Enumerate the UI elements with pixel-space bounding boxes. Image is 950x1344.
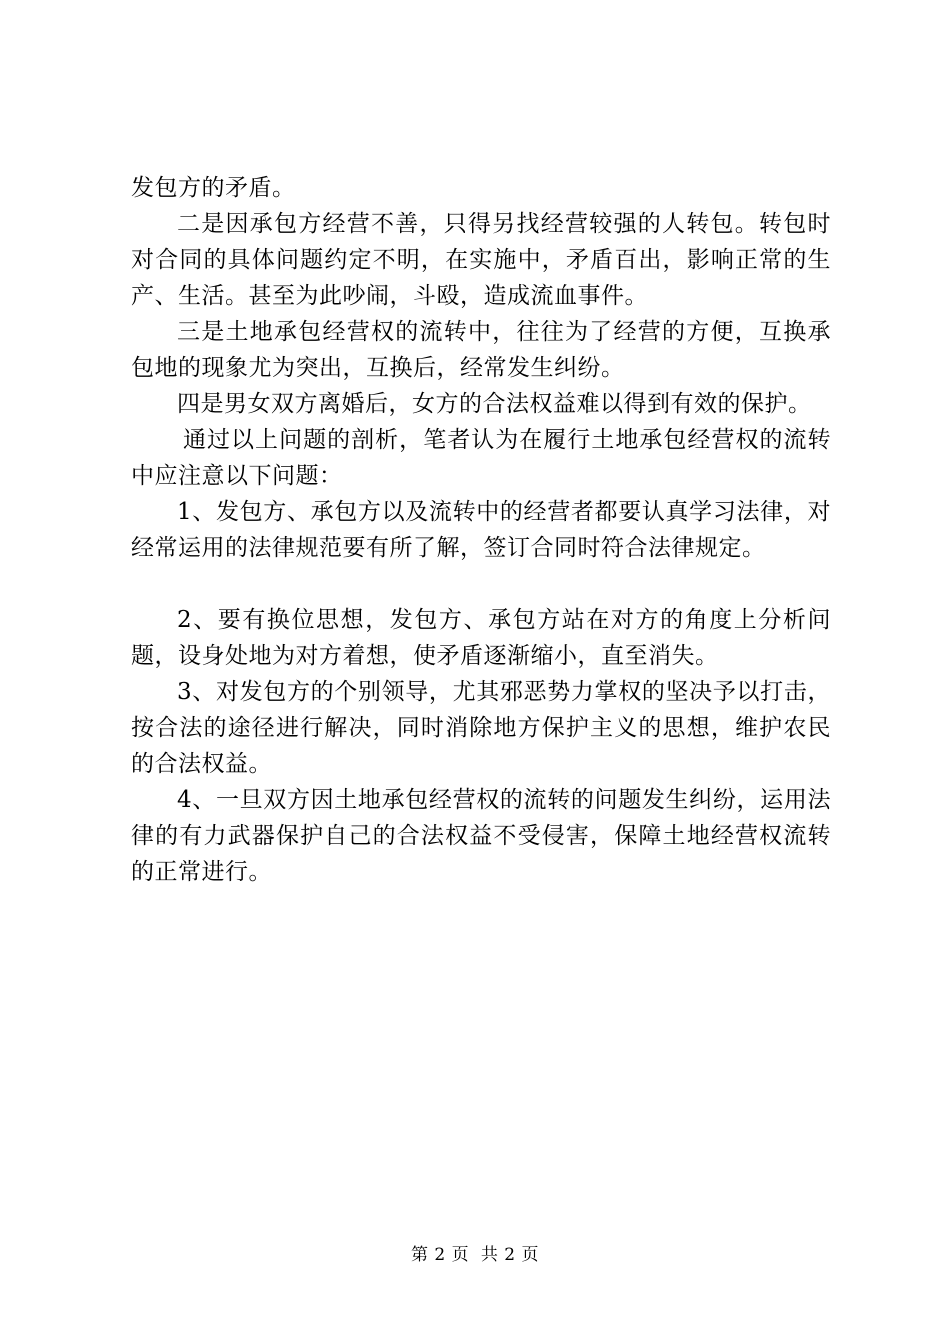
paragraph-point-three: 三是土地承包经营权的流转中，往往为了经营的方便，互换承包地的现象尤为突出，互换后，经常发生纠纷。 [131,319,831,381]
paragraph-point-four: 四是男女双方离婚后，女方的合法权益难以得到有效的保护。 [177,391,812,417]
paragraph-suggestion-4: 4、一旦双方因土地承包经营权的流转的问题发生纠纷，运用法律的有力武器保护自己的合法权益不受侵害，保障土地经营权流转的正常进行。 [131,787,831,885]
paragraph-point-two: 二是因承包方经营不善，只得另找经营较强的人转包。转包时对合同的具体问题约定不明，在实施中，矛盾百出，影响正常的生产、生活。甚至为此吵闹，斗殴，造成流血事件。 [131,211,831,309]
page-footer [0,1244,950,1266]
paragraph-suggestion-1: 1、发包方、承包方以及流转中的经营者都要认真学习法律，对经常运用的法律规范要有所了解，签订合同时符合法律规定。 [131,499,831,561]
document-body [131,170,831,890]
paragraph-analysis-intro: 通过以上问题的剖析，笔者认为在履行土地承包经营权的流转中应注意以下问题： [131,427,831,489]
paragraph-suggestion-3: 3、对发包方的个别领导，尤其邪恶势力掌权的坚决予以打击，按合法的途径进行解决，同时消除地方保护主义的思想，维护农民的合法权益。 [131,679,831,777]
paragraph-continuation: 发包方的矛盾。 [131,175,296,201]
page-number-label: 第 2 页 共 2 页 [410,1245,540,1265]
paragraph-suggestion-2: 2、要有换位思想，发包方、承包方站在对方的角度上分析问题，设身处地为对方着想，使矛盾逐渐缩小，直至消失。 [131,607,831,669]
